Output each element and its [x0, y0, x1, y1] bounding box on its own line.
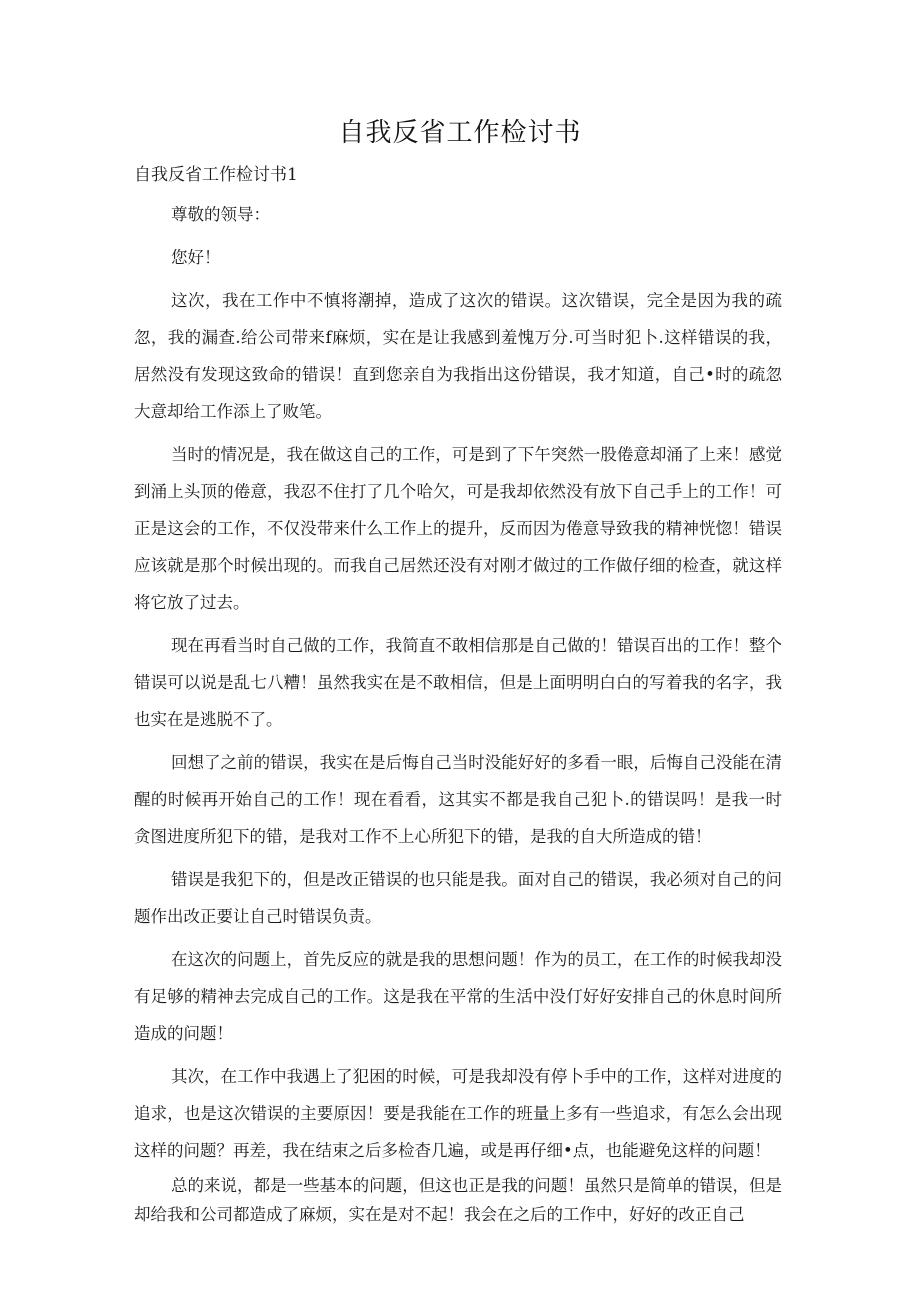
document-subtitle: 自我反省工作检讨书1: [134, 165, 298, 185]
paragraph-5: 错误是我犯下的，但是改正错误的也只能是我。面对自己的错误，我必须对自己的问题作出改正要让自己时错误负责。: [134, 870, 782, 926]
paragraph-3: 现在再看当时自己做的工作，我简直不敢相信那是自己做的！错误百出的工作！整个错误可以说是乱七八糟！虽然我实在是不敢相信，但是上面明明白白的写着我的名字，我也实在是逃脱不了。: [134, 636, 782, 729]
document-body: [134, 196, 782, 1235]
paragraph-4: 回想了之前的错误，我实在是后悔自己当时没能好好的多看一眼，后悔自己没能在清醒的时候再开始自己的工作！现在看看，这其实不都是我自己犯卜.的错误吗！是我一时贪图进度所犯下的错，是我对工作不上心所犯下的错，是我的自大所造成的错！: [134, 753, 782, 846]
paragraph-1: 这次，我在工作中不慎将潮掉，造成了这次的错误。这次错误，完全是因为我的疏忽，我的漏查.给公司带来f麻烦，实在是让我感到羞愧万分.可当时犯卜.这样错误的我，居然没有发现这致命的错误！直到您亲自为我指出这份错误，我才知道，自己•时的疏忽大意却给工作添上了败笔。: [134, 291, 782, 421]
greeting: 您好！: [171, 248, 221, 267]
document-title: 自我反省工作检讨书: [338, 118, 582, 148]
paragraph-8: 总的来说，都是一些基本的问题，但这也正是我的问题！虽然只是简单的错误，但是却给我和公司都造成了麻烦，实在是对不起！我会在之后的工作中，好好的改正自己: [134, 1176, 782, 1224]
paragraph-2: 当时的情况是，我在做这自己的工作，可是到了下午突然一股倦意却涌了上来！感觉到涌上头顶的倦意，我忍不住打了几个哈欠，可是我却依然没有放下自己手上的工作！可正是这会的工作，不仅没带来什么工作上的提升，反而因为倦意导致我的精神恍惚！错误应该就是那个时候出现的。而我自己居然还没有对刚才做过的工作做仔细的检查，就这样将它放了过去。: [134, 445, 782, 612]
paragraph-6: 在这次的问题上，首先反应的就是我的思想问题！作为的员工，在工作的时候我却没有足够的精神去完成自己的工作。这是我在平常的生活中没仃好好安排自己的休息时间所造成的问题！: [134, 950, 782, 1043]
paragraph-7: 其次，在工作中我遇上了犯困的时候，可是我却没有停卜手中的工作，这样对进度的追求，也是这次错误的主要原因！要是我能在工作的班量上多有一些追求，有怎么会出现这样的问题？再差，我在结束之后多检杳几遍，或是再仔细•点，也能避免这样的问题！: [134, 1067, 782, 1160]
salutation: 尊敬的领导：: [171, 205, 270, 224]
